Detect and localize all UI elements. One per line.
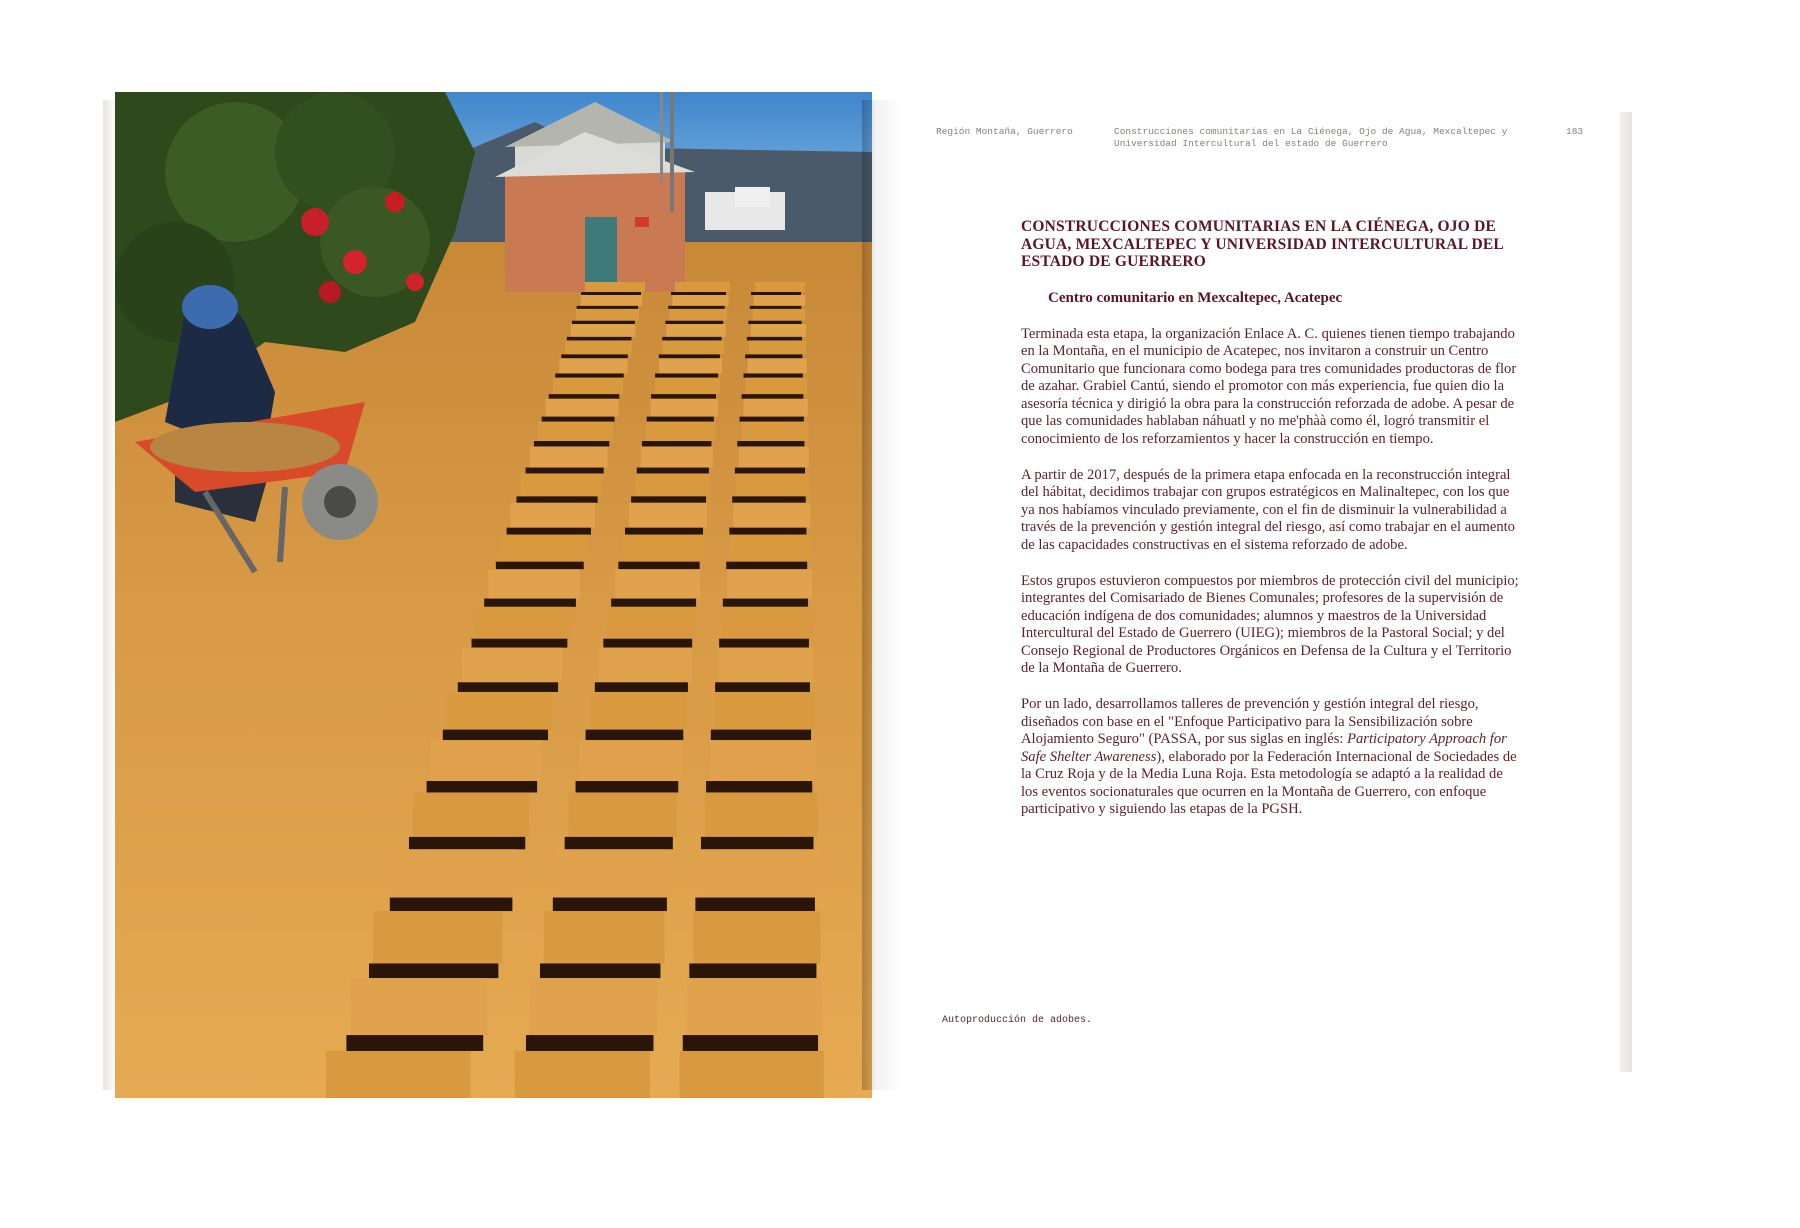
adobe-brick	[599, 648, 692, 683]
adobe-brick	[511, 503, 595, 528]
adobe-brick	[530, 978, 658, 1035]
brick-shadow	[748, 321, 801, 324]
brick-shadow	[745, 354, 802, 358]
brick-shadow	[427, 781, 538, 792]
adobe-brick	[462, 648, 562, 683]
brick-shadow	[662, 337, 721, 341]
brick-shadow	[729, 528, 806, 535]
adobe-brick	[730, 535, 811, 562]
adobe-brick	[447, 692, 552, 730]
adobe-brick	[576, 309, 639, 321]
adobe-brick	[749, 340, 806, 354]
brick-shadow	[642, 441, 712, 446]
brick-shadow	[747, 337, 802, 341]
brick-shadow	[484, 599, 576, 607]
adobe-brick	[350, 978, 487, 1035]
brick-shadow	[659, 354, 720, 358]
adobe-brick	[413, 792, 529, 836]
adobe-brick	[635, 473, 710, 496]
adobe-brick	[669, 309, 727, 321]
adobe-brick	[723, 607, 813, 639]
brick-shadow	[526, 1035, 654, 1051]
brick-shadow	[565, 837, 673, 849]
adobe-brick	[675, 282, 730, 292]
brick-shadow	[567, 337, 632, 341]
brick-shadow	[625, 528, 703, 535]
brick-shadow	[647, 417, 714, 422]
adobe-brick	[544, 911, 665, 963]
adobe-brick	[727, 569, 812, 598]
adobe-brick	[565, 340, 631, 354]
brick-shadow	[572, 321, 635, 324]
adobe-brick	[326, 1051, 471, 1098]
brick-shadow	[637, 468, 709, 474]
brick-shadow	[740, 417, 804, 422]
brick-shadow	[655, 373, 718, 377]
adobe-brick	[687, 978, 822, 1035]
adobe-brick	[569, 792, 677, 836]
photo-caption: Autoproducción de adobes.	[942, 1015, 1093, 1026]
adobe-brick	[530, 446, 608, 467]
adobe-brick	[651, 399, 718, 417]
paragraph-4	[1021, 696, 1521, 819]
brick-shadow	[751, 292, 801, 295]
brick-shadow	[742, 394, 804, 399]
adobe-brick	[719, 648, 814, 683]
adobe-brick	[431, 740, 542, 781]
brick-shadow	[715, 682, 810, 692]
brick-shadow	[711, 730, 811, 741]
brick-shadow	[526, 468, 604, 474]
brick-shadow	[549, 394, 620, 399]
adobe-brick	[394, 849, 517, 897]
adobe-brick	[629, 503, 707, 528]
brick-shadow	[516, 496, 597, 502]
paragraph-4-italic: Participatory Approach for Safe Shelter Awareness	[1021, 731, 1507, 765]
brick-shadow	[683, 1035, 818, 1051]
brick-shadow	[542, 417, 615, 422]
adobe-brick	[559, 358, 627, 373]
brick-shadow	[719, 639, 809, 648]
article-body	[1021, 218, 1521, 837]
brick-shadow	[555, 373, 623, 377]
adobe-brick	[754, 295, 806, 306]
brick-shadow	[603, 639, 692, 648]
adobe-brick	[736, 473, 809, 496]
adobe-brick	[476, 607, 572, 639]
adobe-brick	[590, 692, 688, 730]
brick-shadow	[496, 562, 584, 570]
brick-shadow	[577, 306, 638, 309]
article-title: CONSTRUCCIONES COMUNITARIAS EN LA CIÉNEGA, OJO DE AGUA, MEXCALTEPEC Y UNIVERSIDAD INTERCULTURAL DEL ESTADO DE GUERRERO	[1021, 218, 1504, 270]
adobe-brick	[663, 340, 724, 354]
adobe-brick	[748, 358, 807, 373]
brick-shadow	[706, 781, 812, 792]
brick-shadow	[581, 292, 641, 295]
brick-shadow	[732, 496, 805, 502]
brick-shadow	[553, 898, 667, 912]
adobe-brick	[646, 422, 716, 441]
adobe-brick	[581, 295, 642, 306]
adobe-brick	[733, 503, 810, 528]
adobe-brick	[546, 399, 619, 417]
adobe-brick	[553, 378, 624, 394]
adobe-brick	[580, 740, 683, 781]
brick-shadow	[618, 562, 699, 570]
running-header-section: Región Montaña, Guerrero	[936, 126, 1073, 137]
brick-shadow	[665, 321, 723, 324]
adobe-brick	[500, 535, 588, 562]
adobe-brick	[488, 569, 580, 598]
adobe-brick	[666, 324, 725, 337]
right-page-edge	[1620, 112, 1632, 1072]
brick-shadow	[534, 441, 609, 446]
adobe-brick	[373, 911, 502, 963]
adobe-brick	[744, 399, 808, 417]
brick-shadow	[735, 468, 805, 474]
brick-shadow	[631, 496, 706, 502]
adobe-brick	[641, 446, 713, 467]
adobe-brick	[746, 378, 808, 394]
adobe-brick	[585, 282, 645, 292]
adobe-photo	[115, 92, 872, 1098]
adobe-brick	[607, 607, 696, 639]
adobe-brick	[680, 1051, 824, 1098]
brick-shadow	[689, 963, 816, 978]
adobe-brick	[752, 309, 805, 321]
brick-shadow	[595, 682, 688, 692]
brick-shadow	[561, 354, 627, 358]
running-header-chapter: Construcciones comunitarias en La Ciénega, Ojo de Agua, Mexcaltepec y Universidad Intercultural del estado de Guerrero	[1114, 126, 1508, 149]
adobe-brick	[571, 324, 636, 337]
brick-shadow	[737, 441, 804, 446]
adobe-brick	[520, 473, 601, 496]
adobe-brick	[715, 692, 815, 730]
adobe-brick	[557, 849, 671, 897]
adobe-brick	[538, 422, 613, 441]
adobe-brick	[655, 378, 720, 394]
paragraph-3: Estos grupos estuvieron compuestos por miembros de protección civil del municipio; integrantes del Comisariado de Bienes Comunales; profesores de la supervisión de educación indígena de dos comunidades; alumnos y maestros de la Universidad Intercultural del Estado de Guerrero (UIEG); miembros de la Pastoral Social; y del Consejo Regional de Productores Orgánicos en Defensa de la Cultura y el Territorio de la Montaña de Guerrero.	[1021, 572, 1519, 676]
adobe-brick	[672, 295, 728, 306]
adobe-brick	[693, 911, 820, 963]
brick-shadow	[507, 528, 591, 535]
brick-shadow	[744, 373, 803, 377]
brick-shadow	[651, 394, 716, 399]
adobe-brick	[741, 422, 808, 441]
brick-shadow	[576, 781, 679, 792]
brick-shadow	[723, 599, 808, 607]
brick-shadow	[443, 730, 548, 741]
adobe-brick	[699, 849, 819, 897]
paragraph-4-text-a: Por un lado, desarrollamos talleres de prevención y gestión integral del riesgo, diseñados con base en el "Enfoque Participativo para la Sensibilización sobre Alojamiento Seguro" (PASSA, por sus siglas en inglés:	[1021, 696, 1479, 747]
adobe-brick	[615, 569, 700, 598]
adobe-brick	[622, 535, 703, 562]
brick-shadow	[540, 963, 661, 978]
brick-shadow	[750, 306, 802, 309]
page-number: 183	[1566, 126, 1584, 137]
adobe-brick	[755, 282, 805, 292]
adobe-brick	[739, 446, 809, 467]
brick-shadow	[668, 306, 724, 309]
brick-shadow	[695, 898, 815, 912]
adobe-brick	[659, 358, 722, 373]
adobe-photo-illustration	[115, 92, 872, 1098]
brick-shadow	[586, 730, 684, 741]
brick-shadow	[671, 292, 726, 295]
brick-shadow	[458, 682, 558, 692]
brick-shadow	[726, 562, 807, 570]
brick-shadow	[369, 963, 498, 978]
adobe-brick	[515, 1051, 650, 1098]
paragraph-2: A partir de 2017, después de la primera etapa enfocada en la reconstrucción integral del hábitat, decidimos trabajar con grupos estratégicos en Malinaltepec, con los que ya nos habíamos vinculado previamente, con el fin de disminuir la vulnerabilidad a través de la prevención y gestión integral del riesgo, así como trabajar en el aumento de las capacidades constructivas en el sistema reforzado de adobe.	[1021, 466, 1515, 553]
brick-shadow	[472, 639, 568, 648]
brick-shadow	[701, 837, 814, 849]
brick-shadow	[390, 898, 513, 912]
brick-shadow	[611, 599, 696, 607]
adobe-brick	[751, 324, 806, 337]
adobe-brick	[710, 740, 816, 781]
paragraph-1: Terminada esta etapa, la organización Enlace A. C. quienes tienen tiempo trabajando en la Montaña, en el municipio de Acatepec, nos invitaron a construir un Centro Comunitario que funcionara como bodega para tres comunidades productoras de flor de azahar. Grabiel Cantú, siendo el promotor con más experiencia, fue quien dio la asesoría técnica y dirigió la obra para la construcción reforzada de adobe. A pesar de que las comunidades hablaban náhuatl y no me'phàà como él, logró transmitir el conocimiento de los reforzamientos y hacer la construcción en tiempo.	[1021, 325, 1517, 447]
adobe-brick	[705, 792, 818, 836]
brick-shadow	[346, 1035, 483, 1051]
brick-shadow	[409, 837, 525, 849]
paragraph-4-text-b: ), elaborado por la Federación Internacional de Sociedades de la Cruz Roja y de la Media Luna Roja. Esta metodología se adaptó a la realidad de los eventos socionaturales que ocurren en la Montaña de Guerrero, con enfoque participativo y siguiendo las etapas de la PGSH.	[1021, 748, 1517, 817]
article-subtitle: Centro comunitario en Mexcaltepec, Acatepec	[1048, 289, 1343, 306]
